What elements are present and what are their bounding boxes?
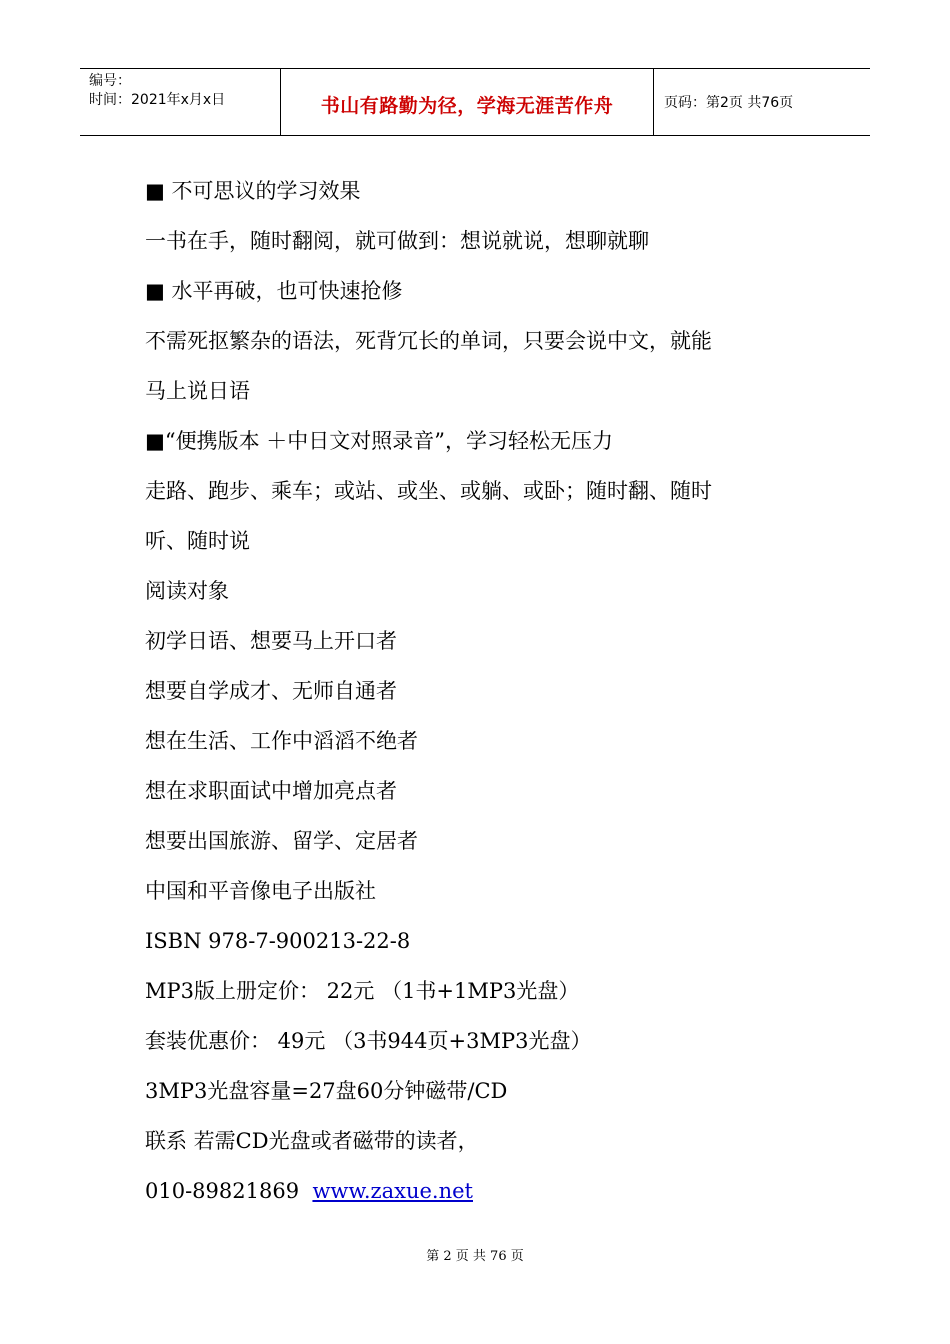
heading-repair: ■ 水平再破，也可快速抢修 — [145, 279, 403, 303]
paragraph-line: 一书在手，随时翻阅，就可做到：想说就说，想聊就聊 — [145, 229, 649, 253]
paragraph-line: 不需死抠繁杂的语法，死背冗长的单词，只要会说中文，就能 — [145, 329, 712, 353]
page-info: 页码：第2页 共76页 — [664, 95, 794, 111]
heading-portable: ■“便携版本 ＋中日文对照录音”，学习轻松无压力 — [145, 429, 613, 453]
time-label: 时间：2021年x月x日 — [89, 92, 226, 108]
phone-number: 010-89821869 — [145, 1179, 300, 1203]
contact-line: 联系 若需CD光盘或者磁带的读者， — [145, 1129, 479, 1153]
price-set: 套装优惠价： 49元 （3书944页+3MP3光盘） — [145, 1029, 592, 1053]
motto-text: 书山有路勤为径，学海无涯苦作舟 — [320, 94, 614, 117]
capacity: 3MP3光盘容量=27盘60分钟磁带/CD — [145, 1079, 508, 1103]
audience-item: 想在求职面试中增加亮点者 — [145, 779, 397, 803]
paragraph-line: 走路、跑步、乘车；或站、或坐、或躺、或卧；随时翻、随时 — [145, 479, 712, 503]
paragraph-line: 马上说日语 — [145, 379, 250, 403]
contact-phone-line — [145, 1166, 825, 1216]
document-body — [145, 166, 825, 1216]
website-link[interactable]: www.zaxue.net — [312, 1179, 473, 1203]
header-meta — [80, 69, 281, 135]
publisher: 中国和平音像电子出版社 — [145, 879, 376, 903]
isbn: ISBN 978-7-900213-22-8 — [145, 929, 411, 953]
audience-item: 想要出国旅游、留学、定居者 — [145, 829, 418, 853]
section-title-audience: 阅读对象 — [145, 579, 229, 603]
audience-item: 想在生活、工作中滔滔不绝者 — [145, 729, 418, 753]
page-footer: 第 2 页 共 76 页 — [426, 1249, 524, 1264]
heading-effect: ■ 不可思议的学习效果 — [145, 179, 361, 203]
price-mp3: MP3版上册定价： 22元 （1书+1MP3光盘） — [145, 979, 580, 1003]
header-page-cell — [654, 69, 870, 135]
page-header — [80, 68, 870, 136]
audience-item: 想要自学成才、无师自通者 — [145, 679, 397, 703]
number-label: 编号： — [89, 73, 131, 89]
paragraph-line: 听、随时说 — [145, 529, 250, 553]
header-motto-cell — [281, 69, 654, 135]
audience-item: 初学日语、想要马上开口者 — [145, 629, 397, 653]
